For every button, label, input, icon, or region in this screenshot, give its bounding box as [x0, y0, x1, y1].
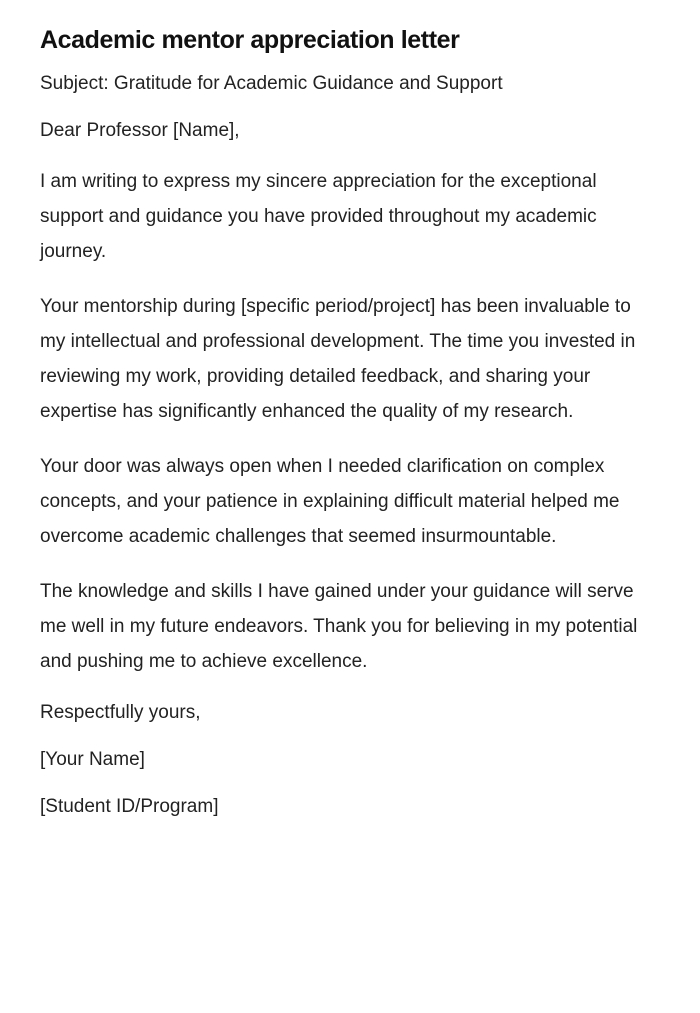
signature-name-placeholder: [Your Name]	[40, 749, 145, 770]
subject-line: Subject: Gratitude for Academic Guidance and Support	[40, 73, 503, 94]
body-paragraph-1: I am writing to express my sincere appreciation for the exceptional support and guidance you have provided throughout my academic journey.	[40, 171, 597, 262]
salutation: Dear Professor [Name],	[40, 120, 240, 141]
closing: Respectfully yours,	[40, 702, 201, 723]
body-paragraph-3: Your door was always open when I needed clarification on complex concepts, and your patience in explaining difficult material helped me overcome academic challenges that seemed insurmountable.	[40, 456, 620, 547]
student-id-program-placeholder: [Student ID/Program]	[40, 796, 219, 817]
body-paragraph-4: The knowledge and skills I have gained under your guidance will serve me well in my future endeavors. Thank you for believing in my potential and pushing me to achieve excellence.	[40, 581, 638, 672]
body-paragraph-2: Your mentorship during [specific period/project] has been invaluable to my intellectual and professional development. The time you invested in reviewing my work, providing detailed feedback, and sharing your expertise has significantly enhanced the quality of my research.	[40, 296, 636, 422]
letter-title: Academic mentor appreciation letter	[40, 26, 460, 54]
